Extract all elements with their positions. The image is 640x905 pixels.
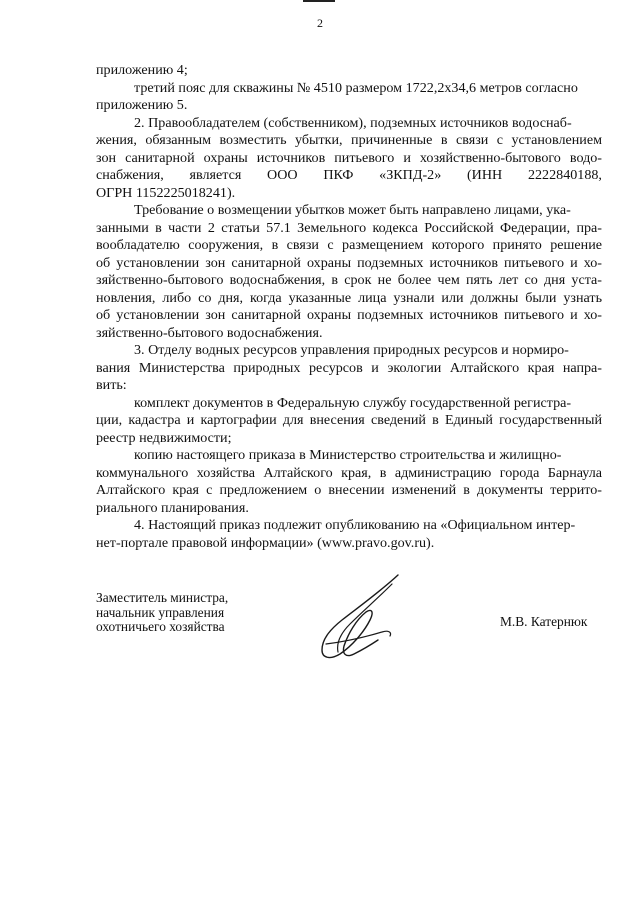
text-line: комплект документов в Федеральную службу государственной регистра- — [134, 394, 572, 411]
top-edge-mark — [303, 0, 335, 2]
text-line: вить: — [96, 377, 127, 393]
text-line: нет-портале правовой информации» (www.pravo.gov.ru). — [96, 534, 435, 551]
signer-title — [96, 591, 228, 635]
signer-title-line: охотничьего хозяйства — [96, 619, 225, 634]
text-line: ОГРН 1152225018241). — [96, 184, 236, 201]
text-line: 4. Настоящий приказ подлежит опубликованию на «Официальном интер- — [134, 517, 576, 533]
text-line: об установлении зон санитарной охраны подземных источников питьевого и хо- — [96, 307, 602, 323]
text-line: Алтайского края с предложением о внесении изменений в документы террито- — [96, 482, 602, 498]
text-line: жения, обязанным возместить убытки, причиненные в связи с установлением — [96, 132, 602, 148]
text-line: приложению 5. — [96, 97, 188, 113]
text-line: новления, либо со дня, когда указанные лица узнали или должны были узнать — [96, 289, 602, 306]
text-line: вания Министерства природных ресурсов и экологии Алтайского края напра- — [96, 359, 602, 376]
signer-name: М.В. Катернюк — [500, 614, 588, 629]
text-line: ции, кадастра и картографии для внесения сведений в Единый государственный — [96, 412, 602, 428]
text-line: третий пояс для скважины № 4510 размером 1722,2х34,6 метров согласно — [134, 79, 578, 96]
page-number: 2 — [317, 16, 323, 30]
text-line: снабжения, является ООО ПКФ «ЗКПД-2» (ИНН 2222840188, — [96, 167, 602, 183]
text-line: коммунального хозяйства Алтайского края, в администрацию города Барнаула — [96, 464, 602, 481]
text-line: зяйственно-бытового водоснабжения. — [96, 324, 323, 341]
text-line: занными в части 2 статьи 57.1 Земельного кодекса Российской Федерации, пра- — [96, 219, 602, 236]
text-line: 3. Отделу водных ресурсов управления природных ресурсов и нормиро- — [134, 342, 569, 358]
text-line: зон санитарной охраны источников питьевого и хозяйственно-бытового водо- — [96, 149, 602, 166]
text-line: риального планирования. — [96, 499, 249, 516]
text-line: зяйственно-бытового водоснабжения, в срок не более чем пять лет со дня уста- — [96, 272, 602, 288]
text-line: приложению 4; — [96, 62, 188, 78]
signer-title-line: Заместитель министра, — [96, 590, 229, 605]
text-line: копию настоящего приказа в Министерство строительства и жилищно- — [134, 447, 562, 463]
text-line: 2. Правообладателем (собственником), подземных источников водоснаб- — [134, 114, 572, 131]
text-line: вообладателю сооружения, в связи с размещением которого принято решение — [96, 237, 602, 253]
text-line: Требование о возмещении убытков может быть направлено лицами, ука- — [134, 202, 571, 218]
text-line: реестр недвижимости; — [96, 429, 232, 446]
signer-title-line: начальник управления — [96, 604, 225, 620]
order-body-text — [96, 62, 602, 552]
handwritten-signature — [312, 572, 402, 664]
text-line: об установлении зон санитарной охраны подземных источников питьевого и хо- — [96, 254, 602, 271]
